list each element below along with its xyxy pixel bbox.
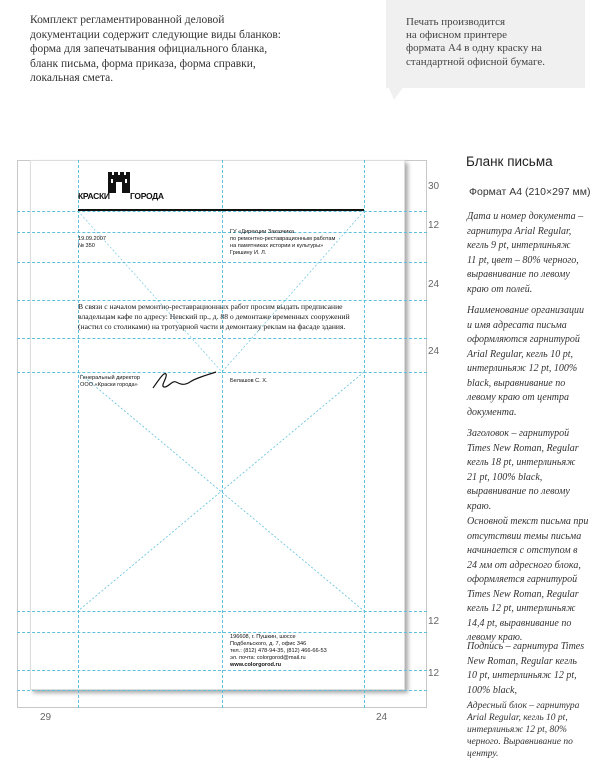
doc-date: 19.09.2007 xyxy=(78,236,106,242)
signatory-title: Генеральный директор xyxy=(80,375,140,381)
letter-body xyxy=(78,302,368,333)
body-line: В связи с началом ремонтно-реставрационных работ просим выдать предписание xyxy=(78,302,343,311)
guide-horizontal xyxy=(17,372,427,373)
signer-name: Белашов С. Х. xyxy=(230,378,268,384)
note-line: оформляются гарнитурой xyxy=(467,334,580,345)
margin-label-bottom: 12 xyxy=(428,668,440,679)
note-heading xyxy=(467,427,597,514)
note-line: левому краю от центра xyxy=(467,392,570,403)
body-line: владельцам кафе по адресу: Невский пр., д. 88 о демонтаже временных сооружений xyxy=(78,312,350,322)
margin-label-address: 24 xyxy=(428,279,440,290)
guide-vertical xyxy=(222,160,223,708)
note-line: интерлиньяж 12 pt, 80% xyxy=(467,725,567,735)
note-line: и имя адресата письма xyxy=(467,319,567,331)
note-line: 10 pt, интерлиньяж 12 pt, xyxy=(467,670,577,681)
intro-line: локальная смета. xyxy=(30,72,114,85)
footer-line: эл. почта: colorgorod@mail.ru xyxy=(230,655,306,661)
section-title: Бланк письма xyxy=(466,154,553,169)
note-line: black, выравнивание по xyxy=(467,377,566,389)
signatory-block xyxy=(80,375,140,389)
note-body-text xyxy=(467,515,597,646)
guide-horizontal xyxy=(17,338,427,339)
note-line: краю. xyxy=(467,500,492,512)
guide-horizontal xyxy=(17,211,427,212)
format-label: Формат А4 (210×297 мм) xyxy=(469,186,591,198)
note-line: Основной текст письма при xyxy=(467,516,589,527)
addressee-line: ГУ «Дирекции Заказчика xyxy=(230,229,295,235)
note-line: Arial Regular, кегль 10 pt, xyxy=(467,348,573,360)
note-date-number xyxy=(467,210,597,297)
signatory-company: ООО «Краски города» xyxy=(80,382,138,388)
note-line: кегль 9 pt, интерлиньяж xyxy=(467,240,571,251)
guide-horizontal xyxy=(17,300,427,301)
callout-line: Печать производится xyxy=(406,16,506,28)
callout-line: формата А4 в одну краску на xyxy=(406,42,542,55)
intro-line: документации содержит следующие виды бланков: xyxy=(30,28,281,41)
header-rule xyxy=(78,209,364,211)
note-line: 11 pt, цвет – 80% черного, xyxy=(467,254,579,266)
intro-line: бланк письма, форма приказа, форма справки, xyxy=(30,57,256,70)
handwritten-signature xyxy=(150,368,220,392)
note-line: Дата и номер документа – xyxy=(467,211,584,222)
note-line: оформляется гарнитурой xyxy=(467,574,578,585)
footer-line: Подбельского, д. 7, офис 346 xyxy=(230,641,307,647)
note-signature xyxy=(467,640,597,698)
doc-number: № 350 xyxy=(78,243,95,249)
addressee-block xyxy=(230,229,335,257)
note-addressee xyxy=(467,304,597,420)
note-line: 24 мм от адресного блока, xyxy=(467,559,581,571)
note-footer xyxy=(467,700,597,760)
footer-line: тел.: (812) 478-94-35, (812) 466-66-53 xyxy=(230,648,327,654)
note-line: 100% black, xyxy=(467,684,517,696)
note-line: кегль 12 pt, интерлиньяж xyxy=(467,603,576,614)
note-line: краю от полей. xyxy=(467,283,533,295)
margin-label-right: 24 xyxy=(376,712,388,723)
note-line: левому краю. xyxy=(467,632,523,643)
margin-label-footer: 12 xyxy=(428,616,440,627)
guide-horizontal xyxy=(17,632,427,633)
margin-label-left: 29 xyxy=(40,712,52,723)
note-line: интерлиньяж 12 pt, 100% xyxy=(467,363,578,374)
note-line: Наименование организации xyxy=(467,305,584,316)
margin-label-heading: 24 xyxy=(428,346,440,357)
company-logo xyxy=(78,172,190,202)
note-line: Times New Roman, Regular xyxy=(467,588,579,600)
intro-line: форма для запечатывания официального бланка, xyxy=(30,43,268,56)
note-line: черного. Выравнивание по xyxy=(467,737,573,747)
guide-vertical xyxy=(364,160,365,708)
note-line: отсутствии темы письма xyxy=(467,530,582,542)
margin-label-header: 12 xyxy=(428,220,440,231)
note-line: выравнивание по левому xyxy=(467,486,570,497)
guide-horizontal xyxy=(17,670,427,671)
footer-website: www.colorgorod.ru xyxy=(230,662,282,668)
note-line: Адресный блок – гарнитура xyxy=(467,701,580,711)
footer-line: 196608, г. Пушкин, шоссе xyxy=(230,634,296,640)
note-line: гарнитура Arial Regular, xyxy=(467,225,572,237)
note-line: New Roman, Regular кегль xyxy=(467,655,577,667)
logo-word-left: КРАСКИ xyxy=(78,191,110,201)
note-line: 21 pt, 100% black, xyxy=(467,471,543,483)
note-line: начинается с отступом в xyxy=(467,545,578,556)
note-line: центру. xyxy=(467,749,499,759)
callout-line: на офисном принтере xyxy=(406,29,508,42)
note-line: кегль 18 pt, интерлиньяж xyxy=(467,457,576,468)
guide-horizontal xyxy=(17,690,427,691)
margin-label-top: 30 xyxy=(428,181,440,192)
guide-horizontal xyxy=(17,262,427,263)
addressee-line: Гришину И. Л. xyxy=(230,250,267,256)
guide-horizontal xyxy=(17,232,427,233)
note-line: документа. xyxy=(467,406,517,418)
footer-address xyxy=(230,634,327,669)
note-line: Подпись – гарнитура Times xyxy=(467,641,585,652)
note-line: выравнивание по левому xyxy=(467,269,570,280)
addressee-line: по ремонтно-реставрационным работам xyxy=(230,236,336,242)
addressee-line: на памятниках истории и культуры» xyxy=(230,243,324,249)
logo-word-right: ГОРОДА xyxy=(130,191,164,201)
body-line: (настил со столиками) на тротуарной части и демонтажу реклам на фасаде здания. xyxy=(78,322,346,332)
note-line: Заголовок – гарнитурой xyxy=(467,428,570,439)
note-line: Times New Roman, Regular xyxy=(467,442,579,454)
callout-line: стандартной офисной бумаге. xyxy=(406,55,545,68)
intro-line: Комплект регламентированной деловой xyxy=(30,14,225,26)
guide-horizontal xyxy=(17,611,427,612)
note-line: Arial Regular, кегль 10 pt, xyxy=(467,713,568,723)
note-line: 14,4 pt, выравнивание по xyxy=(467,617,572,629)
doc-date-block xyxy=(78,236,106,250)
